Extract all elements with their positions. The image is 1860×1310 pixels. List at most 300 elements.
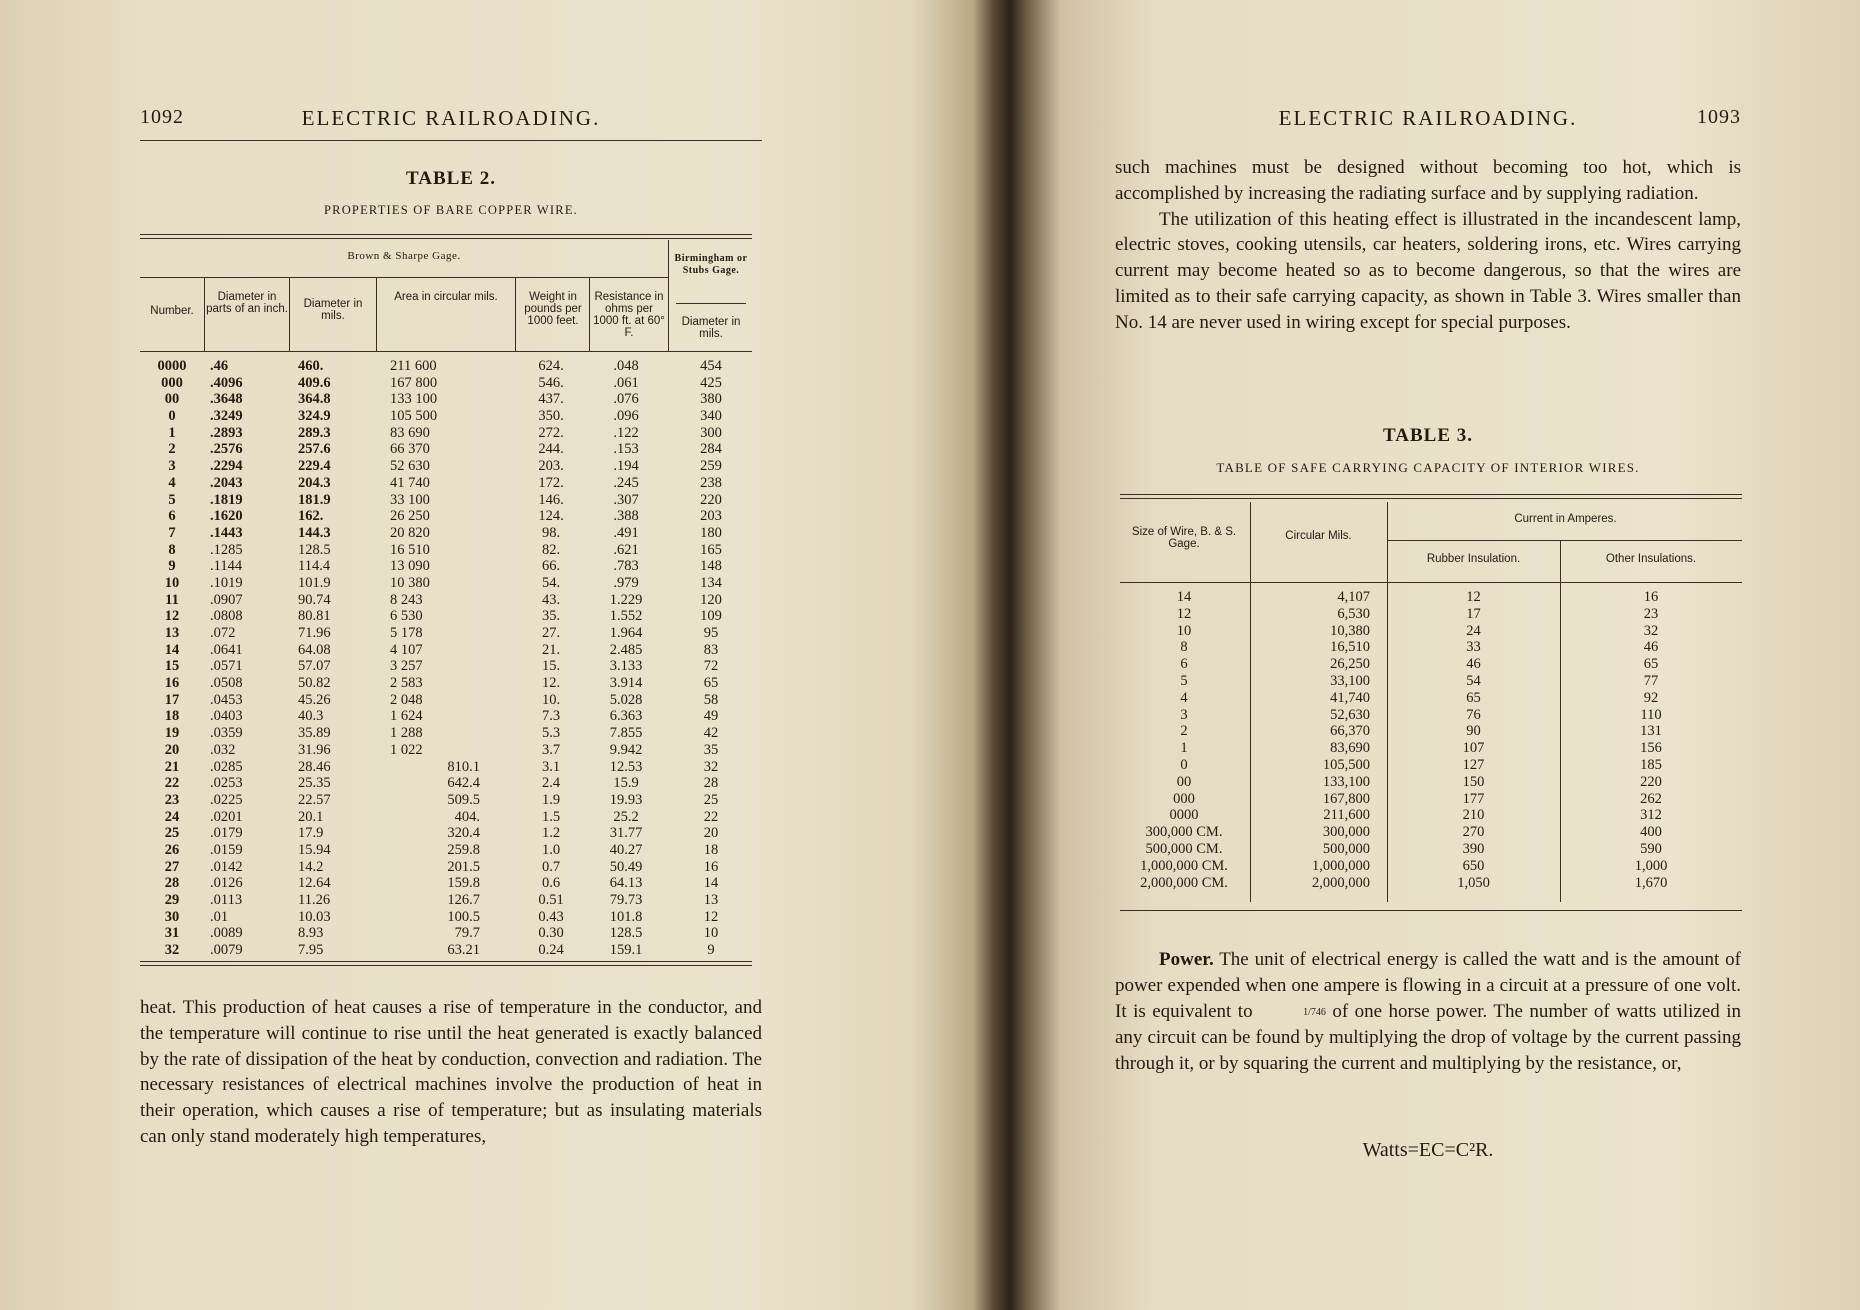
table-cell: 80.81 <box>298 608 331 625</box>
right-page <box>1115 0 1741 1310</box>
running-title: ELECTRIC RAILROADING. <box>301 106 601 130</box>
table-cell: 8 <box>168 541 176 558</box>
table-cell: 162. <box>298 508 324 525</box>
power-paragraph <box>1115 947 1741 1077</box>
table-cell: 9 <box>707 942 715 959</box>
table-cell: 33 100 <box>390 491 430 508</box>
table-cell: 10,380 <box>1330 622 1370 639</box>
column-divider <box>589 277 590 352</box>
table-cell: 454 <box>700 358 722 374</box>
table-cell: 167 800 <box>390 374 438 391</box>
current-group-rule <box>1387 540 1742 541</box>
table-cell: .1819 <box>210 491 243 508</box>
table-row <box>140 425 752 442</box>
table-cell: 52 630 <box>390 458 430 475</box>
table-cell: 404. <box>454 808 480 825</box>
table-row <box>140 875 752 892</box>
table-cell: 12.64 <box>298 875 331 892</box>
table-cell: 7.855 <box>609 725 643 742</box>
column-divider <box>1387 502 1388 582</box>
table-row <box>140 608 752 625</box>
column-divider <box>1250 502 1251 582</box>
table-cell: 105 500 <box>390 408 438 425</box>
table-cell: 30 <box>164 908 180 925</box>
table-cell: .2893 <box>210 424 243 441</box>
table-row <box>140 775 752 792</box>
table-cell: 400 <box>1640 824 1662 841</box>
header-bottom-rule <box>1120 582 1742 583</box>
table-subtitle: PROPERTIES OF BARE COPPER WIRE. <box>324 203 578 217</box>
table-cell: 58 <box>703 691 719 708</box>
table-cell: 1 <box>1180 740 1188 757</box>
table-cell: .0571 <box>210 658 243 675</box>
column-divider <box>204 277 205 352</box>
table-cell: 25 <box>164 825 180 842</box>
table-cell: 1 288 <box>390 725 423 742</box>
table-cell: 289.3 <box>298 424 331 441</box>
table-cell: 25.2 <box>613 808 639 825</box>
table-cell: 165 <box>700 541 722 558</box>
table-cell: 100.5 <box>447 908 480 925</box>
table-cell: 500,000 CM. <box>1145 840 1223 857</box>
table-cell: 31.96 <box>298 741 331 758</box>
table-cell: 00 <box>1176 773 1192 790</box>
table-cell: 1,000,000 <box>1312 857 1370 874</box>
table-cell: 425 <box>700 374 722 391</box>
table-cell: 18 <box>703 841 719 858</box>
table-cell: 28 <box>703 775 719 792</box>
table-cell: 32 <box>1643 622 1659 639</box>
other-header: Other Insulations. <box>1605 553 1697 565</box>
header-rule <box>140 140 762 141</box>
table-cell: 77 <box>1643 672 1659 689</box>
table-row <box>140 842 752 859</box>
table-row <box>140 809 752 826</box>
table-cell: 8.93 <box>298 925 324 942</box>
table-cell: .621 <box>613 541 639 558</box>
table-cell: 270 <box>1462 824 1485 841</box>
table-cell: .194 <box>613 458 639 475</box>
table-row <box>140 408 752 425</box>
table-cell: 8 243 <box>390 591 423 608</box>
table-bottom-rule <box>140 961 752 966</box>
table-cell: .032 <box>210 741 236 758</box>
table-cell: 5.028 <box>609 691 643 708</box>
table-cell: 66,370 <box>1330 723 1370 740</box>
table-cell: .0253 <box>210 775 243 792</box>
table-cell: 105,500 <box>1322 756 1370 773</box>
table-row <box>140 542 752 559</box>
table-cell: 7.95 <box>298 942 324 959</box>
table-cell: 28 <box>164 875 180 892</box>
table-cell: 272. <box>538 424 564 441</box>
power-heading: Power. <box>1159 949 1214 970</box>
table-cell: .1285 <box>210 541 243 558</box>
table-cell: 13 <box>703 892 719 908</box>
table-cell: 23 <box>1643 605 1659 622</box>
table-row <box>140 759 752 776</box>
table-row <box>1120 673 1742 690</box>
table-cell: 13 090 <box>390 558 430 575</box>
table-row <box>140 375 752 392</box>
table-cell: .0113 <box>210 892 243 908</box>
table-cell: 3.1 <box>541 758 561 775</box>
table-cell: 25.35 <box>298 775 331 792</box>
table-cell: 167,800 <box>1322 790 1370 807</box>
table-cell: 159.8 <box>447 875 480 892</box>
table-cell: 390 <box>1462 840 1485 857</box>
table-cell: 1,000 <box>1634 857 1668 874</box>
table-cell: 35. <box>541 608 561 625</box>
table-cell: .2294 <box>210 458 243 475</box>
table-cell: 120 <box>700 591 722 608</box>
bwg-group-header: Birmingham or Stubs Gage. <box>674 253 748 276</box>
table-cell: 46 <box>1466 656 1481 673</box>
table-cell: 3 <box>1180 706 1188 723</box>
table-cell: 10 <box>703 925 719 942</box>
resistance-header: Resistance in ohms per 1000 ft. at 60° F. <box>593 291 665 339</box>
table-cell: .153 <box>613 441 639 458</box>
table-cell: 284 <box>700 441 722 458</box>
table-row <box>140 575 752 592</box>
table-cell: 82. <box>541 541 561 558</box>
table-cell: 146. <box>538 491 564 508</box>
table-cell: .0285 <box>210 758 243 775</box>
table-cell: 1 022 <box>390 741 423 758</box>
table-cell: 172. <box>538 474 564 491</box>
table-cell: 0000 <box>157 358 187 374</box>
table-cell: 324.9 <box>298 408 331 425</box>
table-cell: 350. <box>538 408 564 425</box>
table-cell: 10 <box>164 574 180 591</box>
table-top-rule <box>140 234 752 239</box>
table-cell: 650 <box>1462 857 1485 874</box>
column-divider <box>1560 540 1561 582</box>
table-cell: 2 <box>168 441 176 458</box>
table-cell: 14 <box>1176 589 1192 605</box>
table-row <box>140 742 752 759</box>
table-row <box>140 942 752 959</box>
table-cell: .01 <box>210 908 229 925</box>
table-cell: 25 <box>703 791 719 808</box>
table-cell: 509.5 <box>447 791 480 808</box>
table-cell: 1.964 <box>609 625 643 641</box>
table-cell: 4 <box>168 474 176 491</box>
table-row <box>1120 639 1742 656</box>
table-cell: 17 <box>164 691 180 708</box>
table-cell: 9.942 <box>609 741 643 758</box>
table-cell: 83 690 <box>390 424 430 441</box>
table-cell: 33,100 <box>1330 672 1370 689</box>
table-cell: .0159 <box>210 841 243 858</box>
table-row <box>140 708 752 725</box>
table-cell: .388 <box>613 508 639 525</box>
table-cell: 18 <box>164 708 180 725</box>
table-cell: .072 <box>210 625 236 641</box>
table-cell: 10.03 <box>298 908 331 925</box>
table-cell: 203. <box>538 458 564 475</box>
table-cell: 211,600 <box>1323 807 1370 824</box>
table-cell: 5.3 <box>541 725 561 742</box>
table-cell: 52,630 <box>1330 706 1370 723</box>
table-cell: .096 <box>613 408 639 425</box>
table-cell: 26 <box>164 841 180 858</box>
table-cell: 43. <box>541 591 561 608</box>
table-cell: 4,107 <box>1337 589 1370 605</box>
bs-group-header: Brown & Sharpe Gage. <box>347 250 461 262</box>
table-cell: 128.5 <box>609 925 643 942</box>
table-cell: 16 <box>703 858 719 875</box>
table-cell: 238 <box>700 474 722 491</box>
table-row <box>140 642 752 659</box>
table-row <box>1120 623 1742 640</box>
table-cell: 320.4 <box>447 825 480 842</box>
table-cell: 5 <box>168 491 176 508</box>
table-cell: 65 <box>1643 656 1659 673</box>
table-cell: .0641 <box>210 641 243 658</box>
table-cell: 101.8 <box>609 908 643 925</box>
table-cell: 64.13 <box>609 875 643 892</box>
table-cell: 211 600 <box>390 358 437 374</box>
table-cell: 11.26 <box>298 892 331 908</box>
page-number: 1092 <box>140 106 184 128</box>
table-cell: .1443 <box>210 524 243 541</box>
table-cell: 42 <box>703 725 719 742</box>
table-row <box>140 441 752 458</box>
table-cell: 1,670 <box>1634 874 1668 891</box>
table-cell: 00 <box>164 391 180 408</box>
table-cell: 14 <box>164 641 180 658</box>
table-cell: 92 <box>1643 689 1659 706</box>
table-cell: 6.363 <box>609 708 643 725</box>
column-divider <box>668 240 669 352</box>
table-cell: 177 <box>1462 790 1485 807</box>
table-row <box>140 492 752 509</box>
table2-body <box>140 358 752 959</box>
table-cell: 1 624 <box>390 708 423 725</box>
table-cell: 1 <box>168 424 176 441</box>
table-cell: 83 <box>703 641 719 658</box>
table-cell: 12. <box>541 675 561 692</box>
table-cell: 72 <box>703 658 719 675</box>
table-cell: 40.27 <box>609 841 643 858</box>
table-cell: 90.74 <box>298 591 331 608</box>
table-cell: 65 <box>703 675 719 692</box>
paragraph-text: heat. This production of heat causes a rise of temperature in the conductor, and the temperature will continue to rise until the heat generated is exactly balanced by the rate of dissipation of the heat by conduction, convection and radiation. The necessary resistances of electrical machines involve the production of heat in their operation, which causes a rise of temperature; but as insulating materials can only stand moderately high temperatures, <box>140 997 762 1147</box>
table-cell: 2.485 <box>609 641 643 658</box>
table-cell: .0403 <box>210 708 243 725</box>
table-cell: 1.229 <box>609 591 643 608</box>
table-row <box>1120 589 1742 606</box>
table-row <box>140 859 752 876</box>
table-cell: 22 <box>164 775 180 792</box>
table-row <box>1120 723 1742 740</box>
table-cell: 15 <box>164 658 180 675</box>
table-cell: 79.73 <box>609 892 643 908</box>
table-cell: .3249 <box>210 408 243 425</box>
table-cell: .1019 <box>210 574 243 591</box>
table-cell: .307 <box>613 491 639 508</box>
table-cell: 159.1 <box>609 942 643 959</box>
number-header: Number. <box>150 305 194 317</box>
table-cell: 11 <box>165 591 179 608</box>
table-row <box>140 658 752 675</box>
table-cell: 14 <box>703 875 719 892</box>
table-row <box>1120 656 1742 673</box>
table-cell: 409.6 <box>298 374 331 391</box>
table-cell: 210 <box>1462 807 1485 824</box>
table-cell: 65 <box>1466 689 1481 706</box>
bwg-diameter-header: Diameter in mils. <box>681 316 741 340</box>
table-top-rule <box>1120 494 1742 499</box>
rubber-header: Rubber Insulation. <box>1426 553 1521 565</box>
table-cell: 20 820 <box>390 524 430 541</box>
table-cell: 590 <box>1640 840 1662 857</box>
table-cell: 2,000,000 CM. <box>1140 874 1228 891</box>
table-cell: 127 <box>1462 756 1485 773</box>
table-cell: .0201 <box>210 808 243 825</box>
table-cell: 2,000,000 <box>1312 874 1370 891</box>
table-cell: 000 <box>161 374 183 391</box>
table-cell: 12 <box>703 908 719 925</box>
table-cell: 16 <box>1643 589 1659 605</box>
table-cell: 32 <box>164 942 180 959</box>
paragraph-text: such machines must be designed without becoming too hot, which is accomplished by increasing the radiating surface and by supplying radiation. <box>1115 157 1741 204</box>
table-cell: 144.3 <box>298 524 331 541</box>
table-cell: .1620 <box>210 508 243 525</box>
table-cell: 101.9 <box>298 574 331 591</box>
table-cell: 262 <box>1640 790 1662 807</box>
table-cell: 185 <box>1640 756 1662 773</box>
table-cell: 33 <box>1466 639 1481 656</box>
table-cell: 24 <box>1466 622 1481 639</box>
table-row <box>140 358 752 375</box>
table-row <box>140 725 752 742</box>
current-group-header: Current in Amperes. <box>1514 513 1617 525</box>
size-header: Size of Wire, B. & S. Gage. <box>1131 526 1237 550</box>
table-cell: 8 <box>1180 639 1188 656</box>
paragraph-text: The utilization of this heating effect is illustrated in the incandescent lamp, electric stoves, cooking utensils, car heaters, soldering irons, etc. Wires carrying current may become heated so as to become dangerous, so that the wires are limited as to their safe carrying capacity, as shown in Table 3. Wires smaller than No. 14 are never used in wiring except for special purposes. <box>1115 208 1741 333</box>
table-cell: 90 <box>1466 723 1481 740</box>
power-text-1: The unit of electrical energy is called the watt and is the amount of power expended when one ampere is flowing in a circuit at a pressure of one volt. It is equivalent to <box>1115 949 1741 1022</box>
table-cell: 24 <box>164 808 180 825</box>
table-cell: 40.3 <box>298 708 324 725</box>
table-cell: 12 <box>164 608 180 625</box>
table-cell: 000 <box>1173 790 1195 807</box>
table-cell: 380 <box>700 391 722 408</box>
table-cell: 95 <box>703 625 719 641</box>
table-cell: .0225 <box>210 791 243 808</box>
table-cell: 10. <box>541 691 561 708</box>
table-cell: 35.89 <box>298 725 331 742</box>
table-cell: 6 530 <box>390 608 423 625</box>
table-cell: 12 <box>1176 605 1192 622</box>
table-cell: 312 <box>1640 807 1662 824</box>
table-cell: .0808 <box>210 608 243 625</box>
dia-parts-header: Diameter in parts of an inch. <box>206 291 288 315</box>
table-cell: 13 <box>164 625 180 641</box>
table-cell: 20 <box>164 741 180 758</box>
column-divider <box>289 277 290 352</box>
fraction: 1/746 <box>1303 1006 1326 1018</box>
table-cell: 624. <box>538 358 564 374</box>
table-cell: 1.2 <box>541 825 561 842</box>
table-row <box>140 592 752 609</box>
table-cell: 31.77 <box>609 825 643 842</box>
table-cell: .783 <box>613 558 639 575</box>
table-cell: 126.7 <box>447 892 480 908</box>
body-paragraph-1 <box>1115 155 1741 336</box>
table-cell: 35 <box>703 741 719 758</box>
column-divider <box>376 277 377 352</box>
table-cell: 12.53 <box>609 758 643 775</box>
table-row <box>140 792 752 809</box>
table-cell: 300,000 <box>1322 824 1370 841</box>
table-cell: 220 <box>700 491 722 508</box>
table-cell: 131 <box>1640 723 1662 740</box>
table-cell: .3648 <box>210 391 243 408</box>
table-cell: 31 <box>164 925 180 942</box>
table-cell: 22.57 <box>298 791 331 808</box>
table-cell: 201.5 <box>447 858 480 875</box>
table-cell: 437. <box>538 391 564 408</box>
table-cell: 3 257 <box>390 658 423 675</box>
table-cell: .076 <box>613 391 639 408</box>
table-cell: 10 <box>1176 622 1192 639</box>
table-cell: 133 100 <box>390 391 438 408</box>
table-row <box>1120 841 1742 858</box>
circular-mils-header: Circular Mils. <box>1285 530 1352 542</box>
table-cell: .0453 <box>210 691 243 708</box>
table-cell: 460. <box>298 358 324 374</box>
table-cell: 2 <box>1180 723 1188 740</box>
table-cell: 4 107 <box>390 641 423 658</box>
power-text-2: of one horse power. The number of watts utilized in any circuit can be found by multiplying the drop of voltage by the current passing through it, or by squaring the current and multiplying by the resistance, or, <box>1115 1000 1742 1075</box>
table-cell: 2.4 <box>541 775 561 792</box>
table-cell: 27 <box>164 858 180 875</box>
table-row <box>1120 707 1742 724</box>
table-cell: 1.552 <box>609 608 643 625</box>
table-cell: 259 <box>700 458 722 475</box>
column-divider <box>515 277 516 352</box>
table-cell: 109 <box>700 608 722 625</box>
table-cell: 5 178 <box>390 625 423 641</box>
table-cell: 21. <box>541 641 561 658</box>
table-cell: .4096 <box>210 374 243 391</box>
table-cell: 0000 <box>1169 807 1199 824</box>
table-cell: 27. <box>541 625 561 641</box>
table-cell: 26 250 <box>390 508 430 525</box>
table-row <box>1120 757 1742 774</box>
table-cell: 41 740 <box>390 474 430 491</box>
table-cell: 220 <box>1640 773 1662 790</box>
table-cell: 1,000,000 CM. <box>1140 857 1228 874</box>
table-cell: 50.49 <box>609 858 643 875</box>
table-cell: 23 <box>164 791 180 808</box>
table-cell: 229.4 <box>298 458 331 475</box>
table-row <box>1120 606 1742 623</box>
table-cell: 79.7 <box>454 925 480 942</box>
table-cell: .0089 <box>210 925 243 942</box>
table-row <box>1120 690 1742 707</box>
header-bottom-rule <box>140 351 752 352</box>
table-row <box>140 625 752 642</box>
table-cell: 28.46 <box>298 758 331 775</box>
table-cell: 46 <box>1643 639 1659 656</box>
table-cell: 340 <box>700 408 722 425</box>
table-row <box>1120 875 1742 892</box>
table-cell: 15.9 <box>613 775 639 792</box>
